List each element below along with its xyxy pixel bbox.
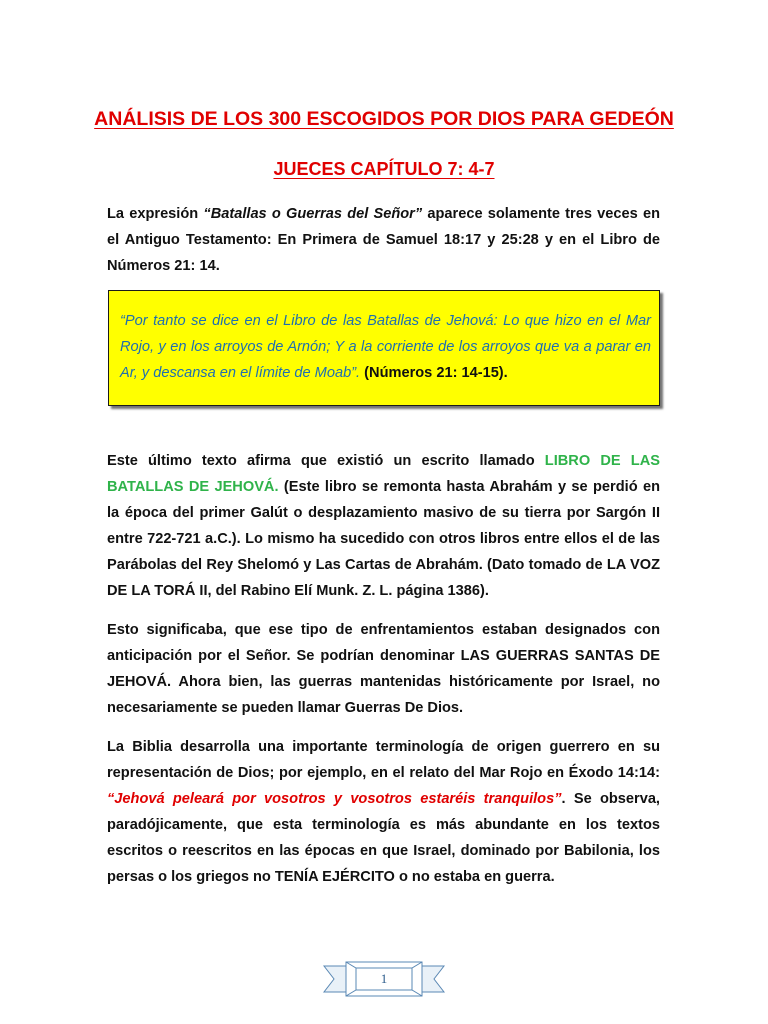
paragraph-holy-wars: Esto significaba, que ese tipo de enfrentamientos estaban designados con anticipación por el Señor. Se podrían denominar LAS GUERRAS SANTAS DE JEHOVÁ. Ahora bien, las guerras mantenidas históricamente por Israel, no necesariamente se pueden llamar Guerras De Dios. <box>107 622 660 716</box>
document-title: ANÁLISIS DE LOS 300 ESCOGIDOS POR DIOS PARA GEDEÓN <box>94 108 674 130</box>
paragraph-book-title: LIBRO DE LAS BATALLAS DE JEHOVÁ. <box>107 453 660 495</box>
scripture-quote-reference: (Números 21: 14-15). <box>360 365 508 381</box>
paragraph-intro-text-a: La expresión <box>107 206 204 222</box>
page-number-badge <box>322 960 446 998</box>
paragraph-terminology-text-a: La Biblia desarrolla una importante terminología de origen guerrero en su representación de Dios; por ejemplo, en el relato del Mar Rojo en Éxodo 14:14: <box>107 739 660 781</box>
paragraph-intro-phrase: “Batallas o Guerras del Señor” <box>203 206 423 222</box>
page-number: 1 <box>380 971 388 986</box>
paragraph-intro-text-c: aparece solamente tres veces en el Antiguo Testamento: En Primera de Samuel 18:17 y 25:28 y en el Libro de Números 21: 14. <box>107 206 660 274</box>
document-subtitle: JUECES CAPÍTULO 7: 4-7 <box>273 159 495 179</box>
paragraph-terminology <box>107 734 660 890</box>
paragraph-book-text-a: Este último texto afirma que existió un escrito llamado <box>107 453 545 469</box>
scripture-quote-text: “Por tanto se dice en el Libro de las Batallas de Jehová: Lo que hizo en el Mar Rojo, y en los arroyos de Arnón; Y a la corriente de los arroyos que va a parar en Ar, y descansa en el límite de Moab”. <box>120 313 651 381</box>
paragraph-intro <box>107 201 660 279</box>
scripture-quote <box>120 308 651 386</box>
scripture-quote-box <box>108 290 660 406</box>
paragraph-terminology-quote: “Jehová peleará por vosotros y vosotros estaréis tranquilos” <box>107 791 562 807</box>
paragraph-book-text-c: (Este libro se remonta hasta Abrahám y se perdió en la época del primer Galút o desplazamiento masivo de su tierra por Sargón II entre 722-721 a.C.). Lo mismo ha sucedido con otros libros entre ellos el de las Parábolas del Rey Shelomó y Las Cartas de Abrahám. (Dato tomado de LA VOZ DE LA TORÁ II, del Rabino Elí Munk. Z. L. página 1386). <box>107 479 660 599</box>
paragraph-book-of-battles <box>107 448 660 604</box>
paragraph-terminology-text-c: . Se observa, paradójicamente, que esta terminología es más abundante en los textos escritos o reescritos en las épocas en que Israel, dominado por Babilonia, los persas o los griegos no TENÍA EJÉRCITO o no estaba en guerra. <box>107 791 660 885</box>
